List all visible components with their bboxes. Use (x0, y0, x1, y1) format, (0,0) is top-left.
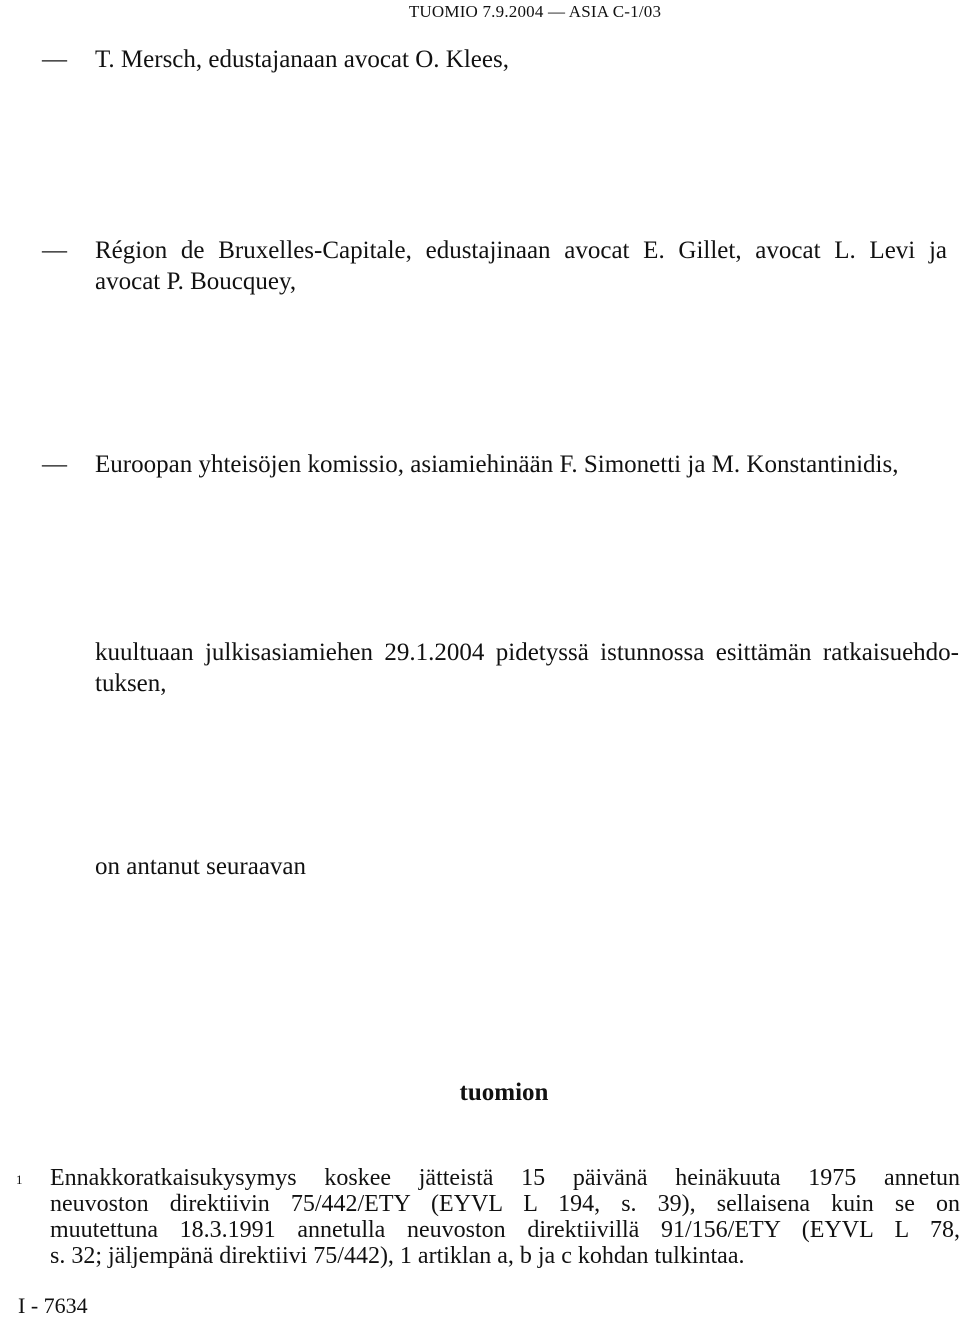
footnote-body (50, 1165, 960, 1269)
list-dash: — (42, 237, 67, 264)
party-item (42, 44, 947, 75)
footnote-number: 1 (16, 1172, 23, 1187)
footnote (16, 1165, 960, 1269)
verdict-title: tuomion (459, 1079, 549, 1106)
party-text: T. Mersch, edustajanaan avocat O. Klees, (95, 46, 509, 73)
party-text: avocat P. Boucquey, (95, 268, 297, 295)
delivered-paragraph (95, 851, 959, 882)
paragraph-line: tuksen, (95, 670, 167, 697)
list-dash: — (42, 46, 67, 73)
party-text: Région de Bruxelles-Capitale, edustajinaan avocat E. Gillet, avocat L. Levi ja (95, 237, 947, 264)
list-dash: — (42, 451, 67, 478)
opinion-paragraph (95, 637, 959, 699)
page-number: I - 7634 (18, 1293, 88, 1318)
running-header (0, 2, 960, 22)
party-item (42, 235, 947, 297)
running-title: TUOMIO 7.9.2004 — ASIA C-1/03 (408, 2, 662, 21)
footnote-line: muutettuna 18.3.1991 annetulla neuvoston direktiivillä 91/156/ETY (EYVL L 78, (50, 1217, 960, 1243)
party-item (42, 449, 947, 480)
verdict-heading (0, 1079, 960, 1107)
paragraph-line: kuultuaan julkisasiamiehen 29.1.2004 pidetyssä istunnossa esittämän ratkaisuehdo- (95, 639, 959, 666)
footnote-line: Ennakkoratkaisukysymys koskee jätteistä 15 päivänä heinäkuuta 1975 annetun (50, 1165, 960, 1191)
paragraph-line: on antanut seuraavan (95, 853, 307, 880)
footnote-line: s. 32; jäljempänä direktiivi 75/442), 1 artiklan a, b ja c kohdan tulkintaa. (50, 1243, 745, 1269)
footnote-line: neuvoston direktiivin 75/442/ETY (EYVL L 194, s. 39), sellaisena kuin se on (50, 1191, 960, 1217)
party-text: Euroopan yhteisöjen komissio, asiamiehinään F. Simonetti ja M. Konstantinidis, (95, 451, 899, 478)
